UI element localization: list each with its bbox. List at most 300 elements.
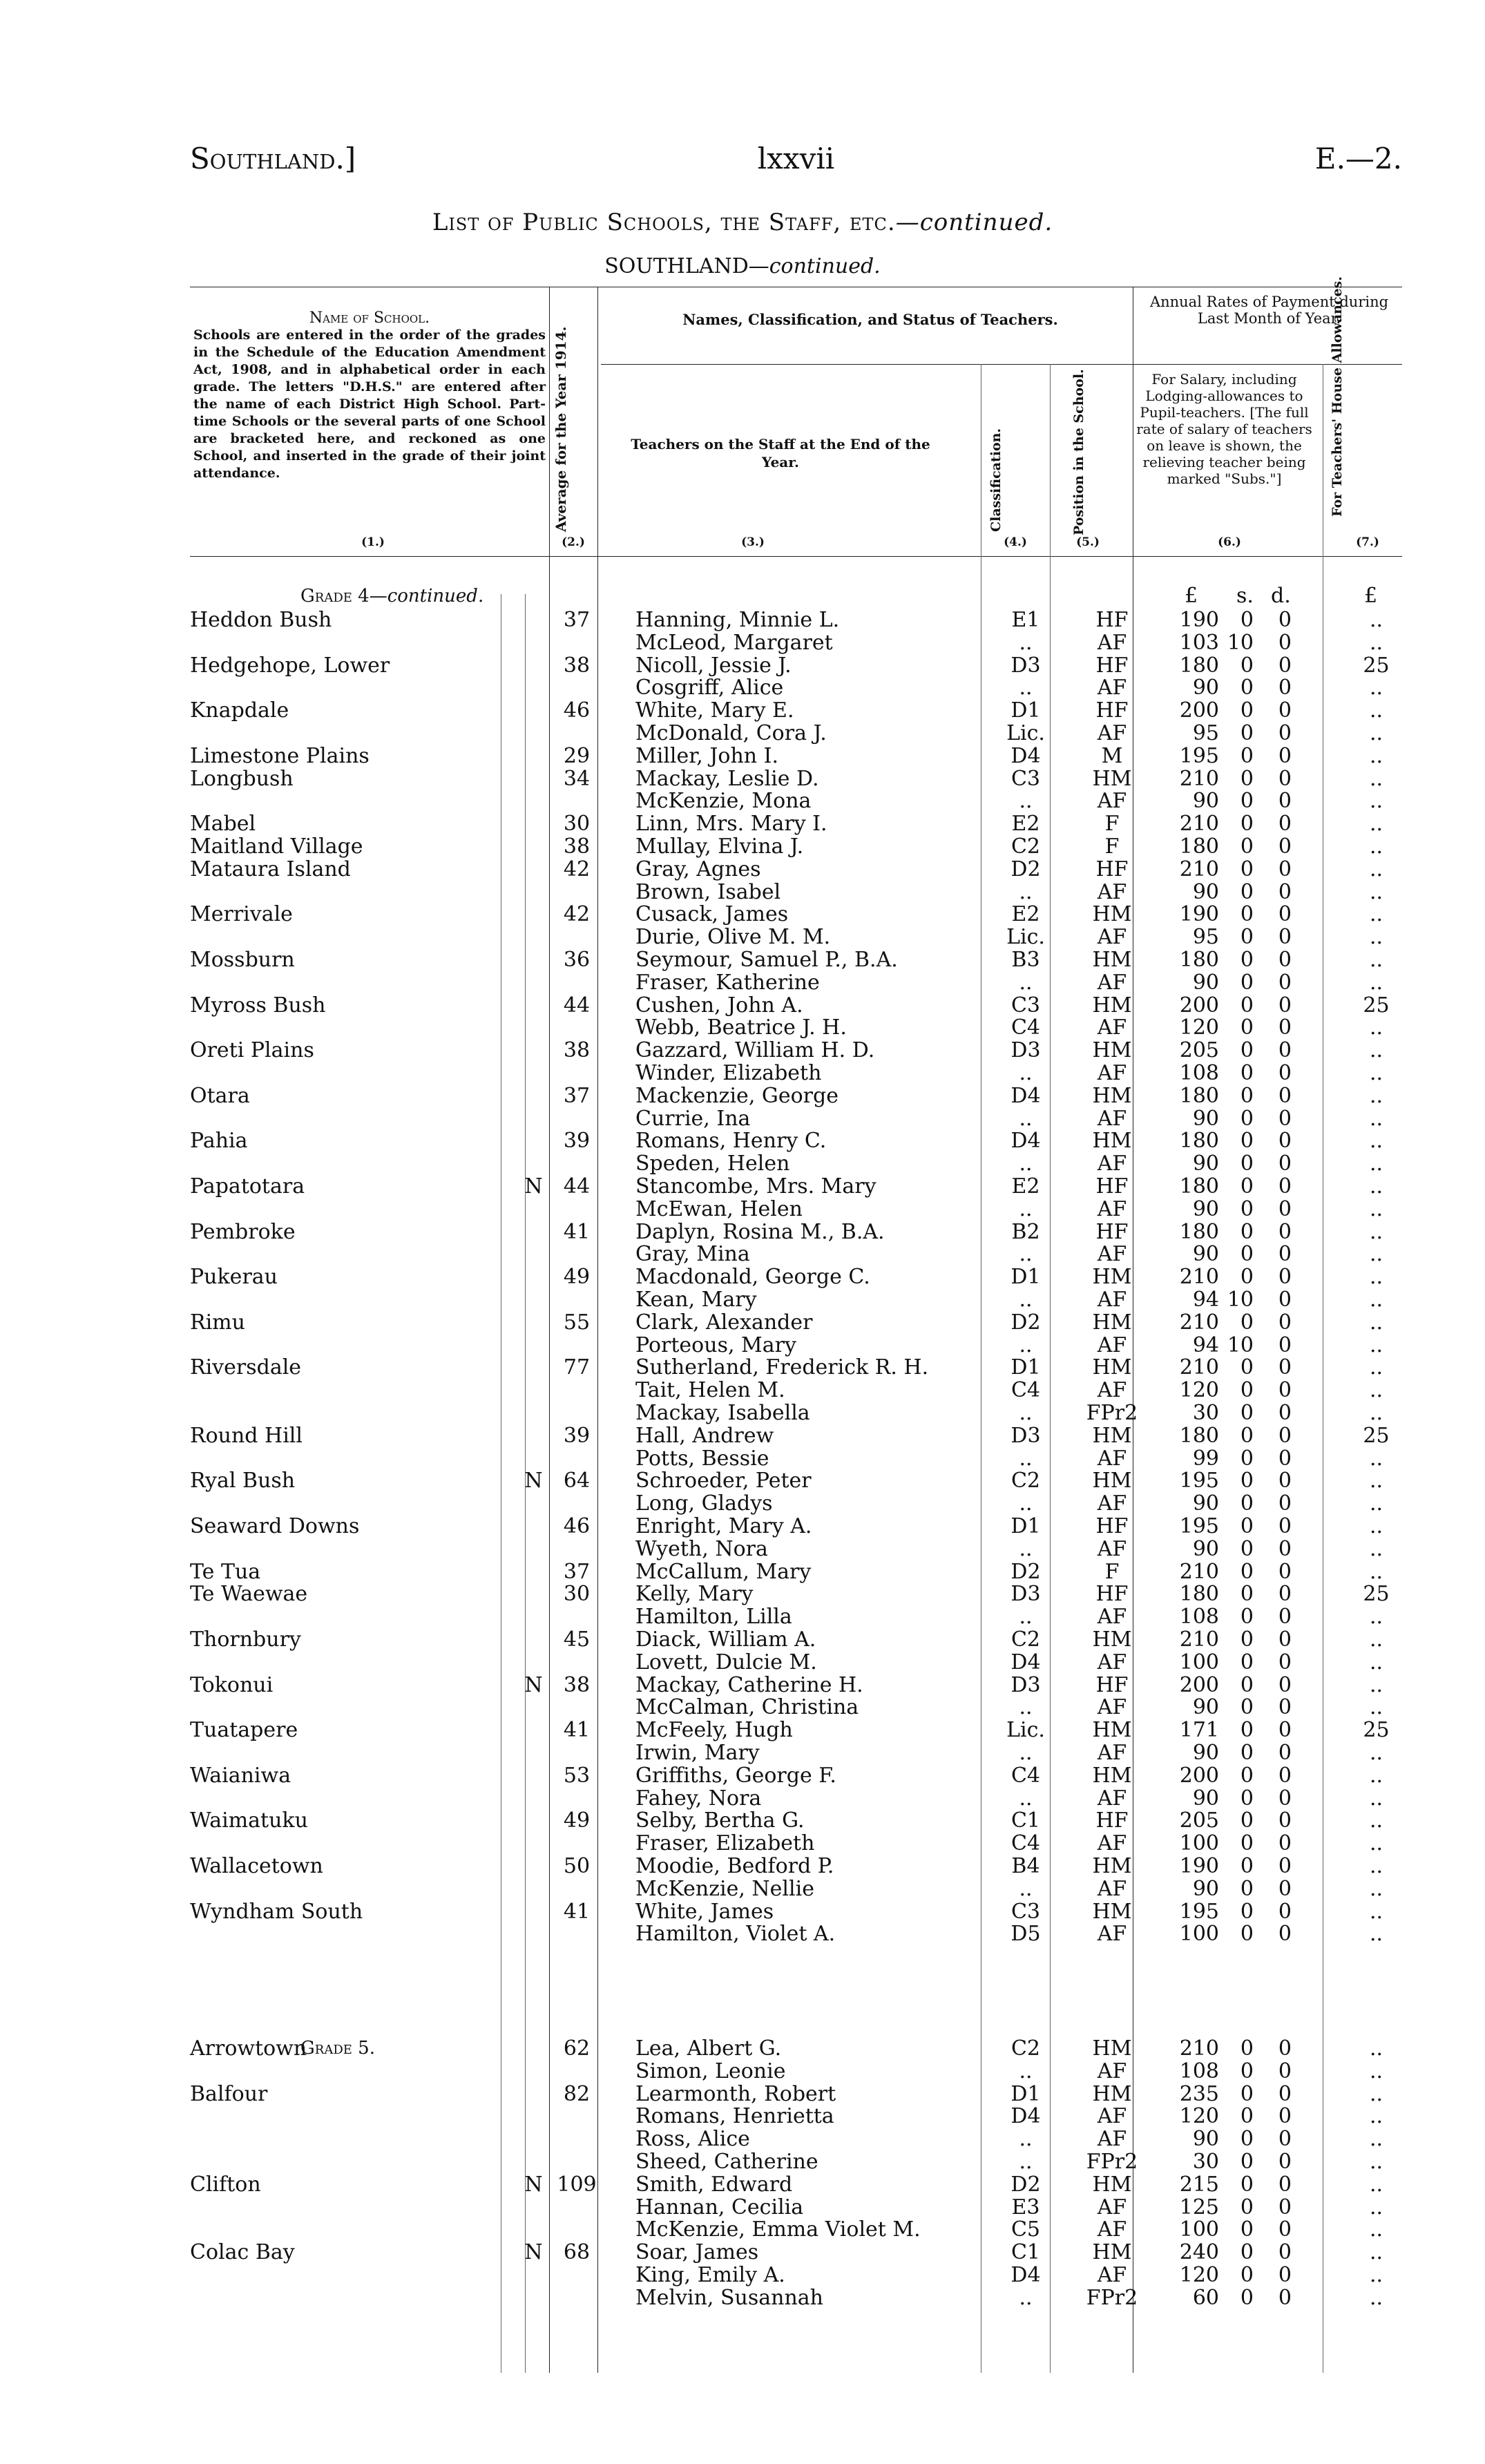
school-name: Otara	[190, 1083, 250, 1108]
house-allowance: ..	[1369, 812, 1383, 837]
table-row	[190, 1493, 1402, 1515]
teacher-position: HM	[1092, 1627, 1132, 1652]
salary-pounds: 195	[1179, 1469, 1219, 1493]
page-title-continued: —continued.	[895, 209, 1053, 236]
teacher-position: AF	[1097, 1605, 1127, 1630]
salary-pounds: 215	[1179, 2172, 1219, 2197]
table-row	[190, 1516, 1402, 1538]
teacher-name: Mackay, Leslie D.	[635, 766, 819, 791]
teacher-position: AF	[1097, 1061, 1127, 1085]
teacher-position: HM	[1092, 1763, 1132, 1788]
teacher-position: AF	[1097, 789, 1127, 814]
table-row	[190, 1810, 1402, 1832]
table-row	[190, 1833, 1402, 1855]
salary-pence: 0	[1278, 1605, 1292, 1630]
table-row	[190, 1606, 1402, 1628]
salary-shillings: 0	[1240, 1627, 1254, 1652]
pounds-symbol: £	[1185, 584, 1198, 608]
native-school-flag: N	[524, 2240, 543, 2265]
house-allowance: ..	[1369, 1196, 1383, 1221]
district-title	[0, 254, 1485, 278]
teacher-position: HM	[1092, 902, 1132, 927]
house-allowance: ..	[1369, 698, 1383, 723]
table-row	[190, 1289, 1402, 1311]
salary-pence: 0	[1278, 2240, 1292, 2265]
teacher-name: Kean, Mary	[635, 1288, 757, 1312]
teacher-classification: ..	[1019, 1786, 1033, 1811]
salary-pence: 0	[1278, 1083, 1292, 1108]
school-name: Mataura Island	[190, 857, 351, 881]
teacher-name: Schroeder, Peter	[635, 1469, 812, 1493]
salary-pence: 0	[1278, 1899, 1292, 1924]
salary-pounds: 90	[1192, 1106, 1219, 1131]
teacher-classification: D1	[1010, 1514, 1041, 1538]
teacher-position: AF	[1097, 1922, 1127, 1947]
average-attendance: 38	[563, 1672, 591, 1697]
house-allowance: ..	[1369, 1265, 1383, 1290]
salary-pounds: 90	[1192, 1491, 1219, 1516]
grade-heading	[300, 586, 483, 607]
teacher-classification: ..	[1019, 879, 1033, 904]
teacher-name: Cusack, James	[635, 902, 789, 927]
average-attendance: 62	[563, 2036, 591, 2061]
salary-pounds: 180	[1179, 834, 1219, 859]
house-allowance: 25	[1363, 993, 1390, 1018]
school-name: Longbush	[190, 766, 294, 791]
salary-pounds: 120	[1179, 1378, 1219, 1403]
school-name: Tuatapere	[190, 1718, 298, 1743]
house-allowance: ..	[1369, 1763, 1383, 1788]
teacher-classification: D3	[1010, 653, 1041, 678]
house-allowance: ..	[1369, 902, 1383, 927]
teacher-position: F	[1104, 812, 1120, 837]
teacher-name: White, James	[635, 1899, 774, 1924]
salary-pence: 0	[1278, 1129, 1292, 1154]
table-row	[190, 1583, 1402, 1605]
teacher-position: AF	[1097, 1786, 1127, 1811]
salary-shillings: 0	[1240, 1152, 1254, 1176]
salary-shillings: 0	[1240, 1265, 1254, 1290]
teacher-classification: D1	[1010, 1355, 1041, 1380]
teacher-classification: ..	[1019, 1106, 1033, 1131]
teacher-classification: D1	[1010, 1265, 1041, 1290]
header-house-allowance-text: For Teachers' House Allowances.	[1330, 276, 1345, 517]
teacher-classification: D2	[1010, 857, 1041, 881]
table-row	[190, 2083, 1402, 2105]
salary-shillings: 0	[1240, 1015, 1254, 1040]
column-number-1: (1.)	[361, 535, 385, 549]
grade-suffix: —continued.	[369, 586, 484, 607]
teacher-classification: C3	[1010, 993, 1041, 1018]
salary-pence: 0	[1278, 925, 1292, 950]
average-attendance: 34	[563, 766, 591, 791]
pence-symbol: d.	[1271, 584, 1291, 608]
table-row	[190, 881, 1402, 904]
salary-pence: 0	[1278, 2150, 1292, 2174]
teacher-name: Gazzard, William H. D.	[635, 1038, 875, 1063]
teacher-classification: E2	[1011, 1174, 1040, 1198]
teacher-name: Irwin, Mary	[635, 1741, 760, 1765]
teacher-name: Durie, Olive M. M.	[635, 925, 831, 950]
salary-pence: 0	[1278, 1355, 1292, 1380]
teacher-position: AF	[1097, 2217, 1127, 2242]
salary-pounds: 100	[1179, 1922, 1219, 1947]
salary-pounds: 171	[1179, 1718, 1219, 1743]
teacher-name: McCallum, Mary	[635, 1559, 812, 1584]
average-attendance: 49	[563, 1808, 591, 1833]
table-row	[190, 2242, 1402, 2264]
teacher-classification: D4	[1010, 2263, 1041, 2287]
table-row	[190, 632, 1402, 654]
average-attendance: 30	[563, 1582, 591, 1607]
teacher-classification: B3	[1011, 948, 1040, 972]
table-row	[190, 1719, 1402, 1741]
salary-pence: 0	[1278, 2285, 1292, 2310]
teacher-position: AF	[1097, 1378, 1127, 1403]
salary-shillings: 0	[1240, 1491, 1254, 1516]
teacher-position: AF	[1097, 1015, 1127, 1040]
average-attendance: 82	[563, 2081, 591, 2106]
table-row	[190, 790, 1402, 812]
teacher-classification: ..	[1019, 1695, 1033, 1720]
teacher-classification: ..	[1019, 630, 1033, 655]
teacher-name: Melvin, Susannah	[635, 2285, 824, 2310]
salary-shillings: 0	[1240, 1876, 1254, 1901]
table-row	[190, 1040, 1402, 1062]
salary-pounds: 30	[1192, 1401, 1219, 1425]
school-name: Colac Bay	[190, 2240, 295, 2265]
teacher-classification: Lic.	[1006, 721, 1045, 745]
house-allowance: ..	[1369, 1242, 1383, 1267]
average-attendance: 39	[563, 1129, 591, 1154]
house-allowance: ..	[1369, 1876, 1383, 1901]
salary-pence: 0	[1278, 2217, 1292, 2242]
table-row	[190, 904, 1402, 926]
salary-shillings: 0	[1240, 1219, 1254, 1244]
house-allowance: ..	[1369, 1288, 1383, 1312]
teacher-name: Speden, Helen	[635, 1152, 790, 1176]
salary-pounds: 90	[1192, 789, 1219, 814]
teacher-position: HM	[1092, 1469, 1132, 1493]
salary-pounds: 190	[1179, 608, 1219, 632]
school-name: Ryal Bush	[190, 1469, 296, 1493]
teacher-name: Smith, Edward	[635, 2172, 793, 2197]
table-row	[190, 1357, 1402, 1379]
teacher-classification: D2	[1010, 1559, 1041, 1584]
house-allowance: ..	[1369, 925, 1383, 950]
salary-shillings: 0	[1240, 948, 1254, 972]
salary-pounds: 120	[1179, 2263, 1219, 2287]
salary-pounds: 210	[1179, 812, 1219, 837]
column-number-3: (3.)	[741, 535, 765, 549]
teacher-classification: C4	[1010, 1378, 1041, 1403]
salary-pence: 0	[1278, 1650, 1292, 1674]
salary-shillings: 0	[1240, 1174, 1254, 1198]
teacher-position: HF	[1095, 653, 1129, 678]
table-row	[190, 1017, 1402, 1039]
salary-pounds: 108	[1179, 1061, 1219, 1085]
header-mid-rule	[601, 364, 1402, 365]
salary-pence: 0	[1278, 1152, 1292, 1176]
house-allowance: ..	[1369, 1831, 1383, 1856]
salary-shillings: 0	[1240, 789, 1254, 814]
salary-pounds: 180	[1179, 1174, 1219, 1198]
salary-shillings: 0	[1240, 1401, 1254, 1425]
salary-shillings: 0	[1240, 834, 1254, 859]
salary-pounds: 210	[1179, 766, 1219, 791]
salary-pounds: 90	[1192, 1741, 1219, 1765]
salary-pence: 0	[1278, 1672, 1292, 1697]
salary-shillings: 0	[1240, 1695, 1254, 1720]
salary-shillings: 0	[1240, 925, 1254, 950]
salary-pounds: 210	[1179, 857, 1219, 881]
salary-pence: 0	[1278, 2127, 1292, 2152]
table-row	[190, 1674, 1402, 1697]
school-name: Tokonui	[190, 1672, 274, 1697]
average-attendance: 41	[563, 1718, 591, 1743]
teacher-classification: D4	[1010, 743, 1041, 768]
salary-pounds: 210	[1179, 1265, 1219, 1290]
grade-5-label: Grade 5.	[300, 2038, 375, 2059]
salary-pence: 0	[1278, 1310, 1292, 1335]
teacher-position: HM	[1092, 1310, 1132, 1335]
salary-pence: 0	[1278, 1808, 1292, 1833]
teacher-position: HM	[1092, 1083, 1132, 1108]
house-allowance: ..	[1369, 1605, 1383, 1630]
header-classification-text: Classification.	[988, 428, 1004, 532]
header-average-text: Average for the Year 1914.	[553, 326, 569, 532]
salary-shillings: 0	[1240, 2217, 1254, 2242]
teacher-classification: ..	[1019, 2059, 1033, 2083]
salary-pounds: 90	[1192, 1152, 1219, 1176]
header-name-note-2: The letters "D.H.S." are entered after the name of each District High School.	[193, 379, 546, 412]
teacher-classification: C2	[1010, 1627, 1041, 1652]
native-school-flag: N	[524, 1672, 543, 1697]
teacher-name: Macdonald, George C.	[635, 1265, 870, 1290]
teacher-position: HM	[1092, 1265, 1132, 1290]
table-row	[190, 1266, 1402, 1288]
house-allowance: ..	[1369, 1219, 1383, 1244]
house-allowance: ..	[1369, 948, 1383, 972]
salary-pence: 0	[1278, 902, 1292, 927]
house-allowance: ..	[1369, 630, 1383, 655]
salary-shillings: 0	[1240, 1378, 1254, 1403]
salary-shillings: 0	[1240, 1514, 1254, 1538]
teacher-classification: D4	[1010, 1650, 1041, 1674]
header-name-note-1: Schools are entered in the order of the grades in the Schedule of the Education Amendment Act, 1908, and in alphabetical order in each grade.	[193, 327, 546, 394]
table-row	[190, 1425, 1402, 1447]
salary-pounds: 180	[1179, 653, 1219, 678]
teacher-classification: D3	[1010, 1038, 1041, 1063]
shillings-symbol: s.	[1236, 584, 1254, 608]
house-allowance: ..	[1369, 1672, 1383, 1697]
teacher-position: HM	[1092, 2240, 1132, 2265]
teacher-name: Hall, Andrew	[635, 1423, 774, 1448]
salary-shillings: 0	[1240, 743, 1254, 768]
house-allowance: ..	[1369, 721, 1383, 745]
table-row	[190, 2174, 1402, 2196]
average-attendance: 46	[563, 1514, 591, 1538]
teacher-name: Moodie, Bedford P.	[635, 1854, 834, 1878]
salary-pounds: 100	[1179, 1650, 1219, 1674]
school-name: Pukerau	[190, 1265, 278, 1290]
salary-shillings: 0	[1240, 857, 1254, 881]
salary-pence: 0	[1278, 1559, 1292, 1584]
teacher-name: Stancombe, Mrs. Mary	[635, 1174, 876, 1198]
teacher-classification: ..	[1019, 1196, 1033, 1221]
average-attendance: 77	[563, 1355, 591, 1380]
salary-pence: 0	[1278, 1741, 1292, 1765]
table-row	[190, 836, 1402, 858]
teacher-position: HM	[1092, 1718, 1132, 1743]
salary-pence: 0	[1278, 970, 1292, 995]
teacher-classification: E1	[1011, 608, 1040, 632]
salary-shillings: 0	[1240, 1922, 1254, 1947]
teacher-name: McKenzie, Nellie	[635, 1876, 814, 1901]
salary-pounds: 94	[1192, 1333, 1219, 1357]
teacher-classification: ..	[1019, 1401, 1033, 1425]
teacher-name: Cushen, John A.	[635, 993, 803, 1018]
teacher-classification: D3	[1010, 1582, 1041, 1607]
house-allowance: ..	[1369, 1129, 1383, 1154]
salary-pence: 0	[1278, 743, 1292, 768]
table-row	[190, 2197, 1402, 2219]
house-allowance: ..	[1369, 2059, 1383, 2083]
table-row	[190, 1108, 1402, 1130]
house-allowance: ..	[1369, 2285, 1383, 2310]
salary-pounds: 210	[1179, 1355, 1219, 1380]
salary-pence: 0	[1278, 1242, 1292, 1267]
house-allowance: ..	[1369, 879, 1383, 904]
teacher-classification: C3	[1010, 766, 1041, 791]
teacher-name: Sheed, Catherine	[635, 2150, 818, 2174]
salary-pounds: 180	[1179, 1423, 1219, 1448]
table-row	[190, 1697, 1402, 1719]
grade-label: Grade 4	[300, 586, 370, 607]
salary-shillings: 0	[1240, 2059, 1254, 2083]
salary-shillings: 0	[1240, 2172, 1254, 2197]
school-name: Riversdale	[190, 1355, 302, 1380]
salary-pence: 0	[1278, 1854, 1292, 1878]
table-row	[190, 2105, 1402, 2128]
salary-pence: 0	[1278, 789, 1292, 814]
average-attendance: 38	[563, 653, 591, 678]
salary-shillings: 0	[1240, 1196, 1254, 1221]
salary-pounds: 120	[1179, 2104, 1219, 2129]
table-row	[190, 768, 1402, 790]
header-annual-rates: Annual Rates of Payment during Last Month of Year.	[1149, 294, 1389, 327]
salary-pounds: 125	[1179, 2195, 1219, 2219]
salary-pence: 0	[1278, 2263, 1292, 2287]
salary-pounds: 90	[1192, 1695, 1219, 1720]
teacher-name: McKenzie, Emma Violet M.	[635, 2217, 921, 2242]
teacher-classification: C2	[1010, 834, 1041, 859]
teacher-name: Webb, Beatrice J. H.	[635, 1015, 847, 1040]
table-row	[190, 1221, 1402, 1243]
teacher-name: Enright, Mary A.	[635, 1514, 812, 1538]
house-allowance: ..	[1369, 1854, 1383, 1878]
teacher-classification: D1	[1010, 2081, 1041, 2106]
salary-shillings: 0	[1240, 2081, 1254, 2106]
teacher-classification: B4	[1011, 1854, 1040, 1878]
salary-pounds: 90	[1192, 970, 1219, 995]
salary-pounds: 90	[1192, 676, 1219, 700]
school-name: Limestone Plains	[190, 743, 370, 768]
average-attendance: 38	[563, 1038, 591, 1063]
teacher-classification: D5	[1010, 1922, 1041, 1947]
teacher-name: Kelly, Mary	[635, 1582, 754, 1607]
house-allowance: ..	[1369, 1741, 1383, 1765]
teacher-name: McEwan, Helen	[635, 1196, 803, 1221]
salary-pounds: 195	[1179, 1899, 1219, 1924]
teacher-classification: D4	[1010, 1129, 1041, 1154]
house-allowance: ..	[1369, 2240, 1383, 2265]
salary-pence: 0	[1278, 2059, 1292, 2083]
running-head	[190, 142, 1402, 183]
average-attendance: 45	[563, 1627, 591, 1652]
salary-pence: 0	[1278, 1514, 1292, 1538]
average-attendance: 42	[563, 857, 591, 881]
teacher-position: AF	[1097, 2195, 1127, 2219]
table-row	[190, 1153, 1402, 1175]
house-allowance: ..	[1369, 766, 1383, 791]
teacher-classification: ..	[1019, 1741, 1033, 1765]
teacher-position: AF	[1097, 1106, 1127, 1131]
salary-pounds: 200	[1179, 698, 1219, 723]
table-row	[190, 2151, 1402, 2173]
table-row	[190, 1629, 1402, 1651]
teacher-classification: C1	[1010, 1808, 1041, 1833]
table-row	[190, 1176, 1402, 1198]
teacher-position: HM	[1092, 1038, 1132, 1063]
teacher-classification: D2	[1010, 1310, 1041, 1335]
teacher-name: Long, Gladys	[635, 1491, 773, 1516]
salary-shillings: 0	[1240, 1106, 1254, 1131]
teacher-classification: ..	[1019, 1491, 1033, 1516]
teacher-name: Mullay, Elvina J.	[635, 834, 804, 859]
district-continued: —continued.	[748, 254, 881, 278]
teacher-position: AF	[1097, 2059, 1127, 2083]
salary-pence: 0	[1278, 1061, 1292, 1085]
salary-shillings: 0	[1240, 1355, 1254, 1380]
header-names-classification: Names, Classification, and Status of Teachers.	[682, 311, 1058, 328]
salary-shillings: 0	[1240, 1741, 1254, 1765]
table-row	[190, 1130, 1402, 1152]
salary-pence: 0	[1278, 993, 1292, 1018]
salary-pounds: 235	[1179, 2081, 1219, 2106]
table-row	[190, 1312, 1402, 1334]
table-row	[190, 995, 1402, 1017]
teacher-name: Cosgriff, Alice	[635, 676, 784, 700]
table-row	[190, 700, 1402, 722]
running-head-region: Southland.]	[190, 142, 356, 175]
teacher-position: AF	[1097, 1446, 1127, 1471]
teacher-name: Fraser, Elizabeth	[635, 1831, 815, 1856]
salary-pence: 0	[1278, 676, 1292, 700]
salary-pence: 0	[1278, 1582, 1292, 1607]
district-name: SOUTHLAND	[604, 254, 749, 278]
house-allowance: 25	[1363, 1718, 1390, 1743]
teacher-position: FPr2	[1086, 2285, 1138, 2310]
average-attendance: 68	[563, 2240, 591, 2265]
teacher-position: HM	[1092, 1129, 1132, 1154]
average-attendance: 44	[563, 1174, 591, 1198]
salary-pounds: 180	[1179, 1219, 1219, 1244]
column-number-2: (2.)	[562, 535, 585, 549]
table-row	[190, 949, 1402, 971]
teacher-position: AF	[1097, 1196, 1127, 1221]
table-row	[190, 1788, 1402, 1810]
